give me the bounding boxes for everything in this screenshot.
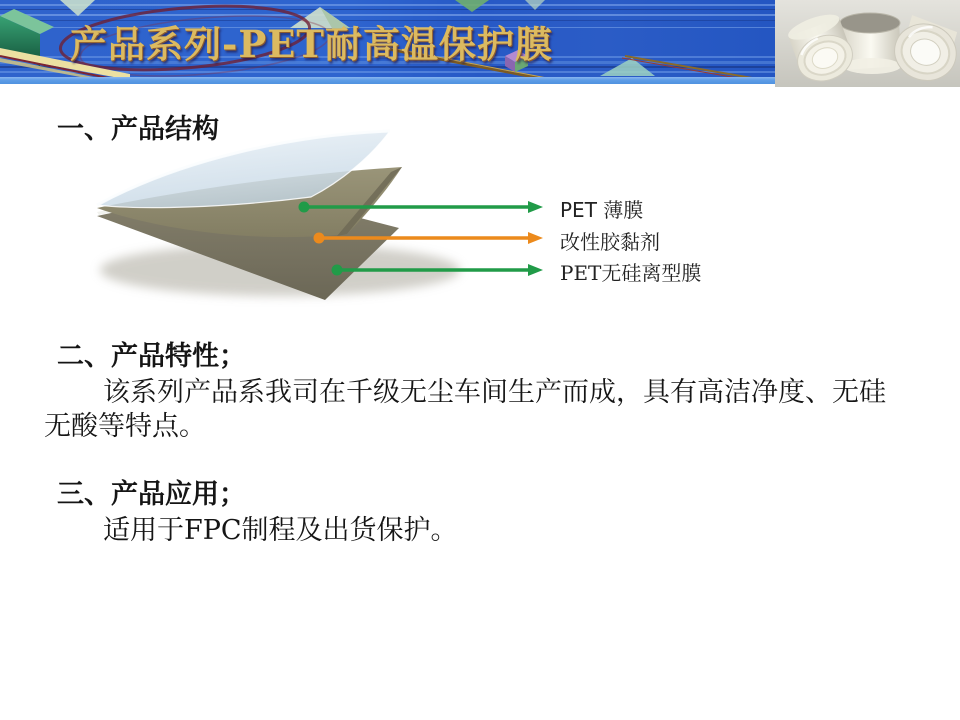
slide-title: 产品系列-PET耐高温保护膜 (70, 22, 553, 66)
diagram-label-adhesive: 改性胶黏剂 (560, 230, 660, 254)
heading-product-features: 二、产品特性； (57, 341, 246, 372)
film-layers-illustration (85, 122, 545, 317)
heading-product-applications: 三、产品应用； (57, 479, 246, 510)
applications-text: 适用于FPC制程及出货保护。 (103, 515, 458, 546)
diagram-label-pet-film: PET 薄膜 (560, 198, 644, 222)
film-structure-diagram (0, 0, 960, 330)
heading-product-structure: 一、产品结构 (57, 114, 219, 145)
features-text-line1: 该系列产品系我司在千级无尘车间生产而成，具有高洁净度、无硅 (103, 377, 886, 408)
diagram-label-release-film: PET无硅离型膜 (560, 261, 702, 285)
features-text-line2: 无酸等特点。 (44, 411, 206, 442)
